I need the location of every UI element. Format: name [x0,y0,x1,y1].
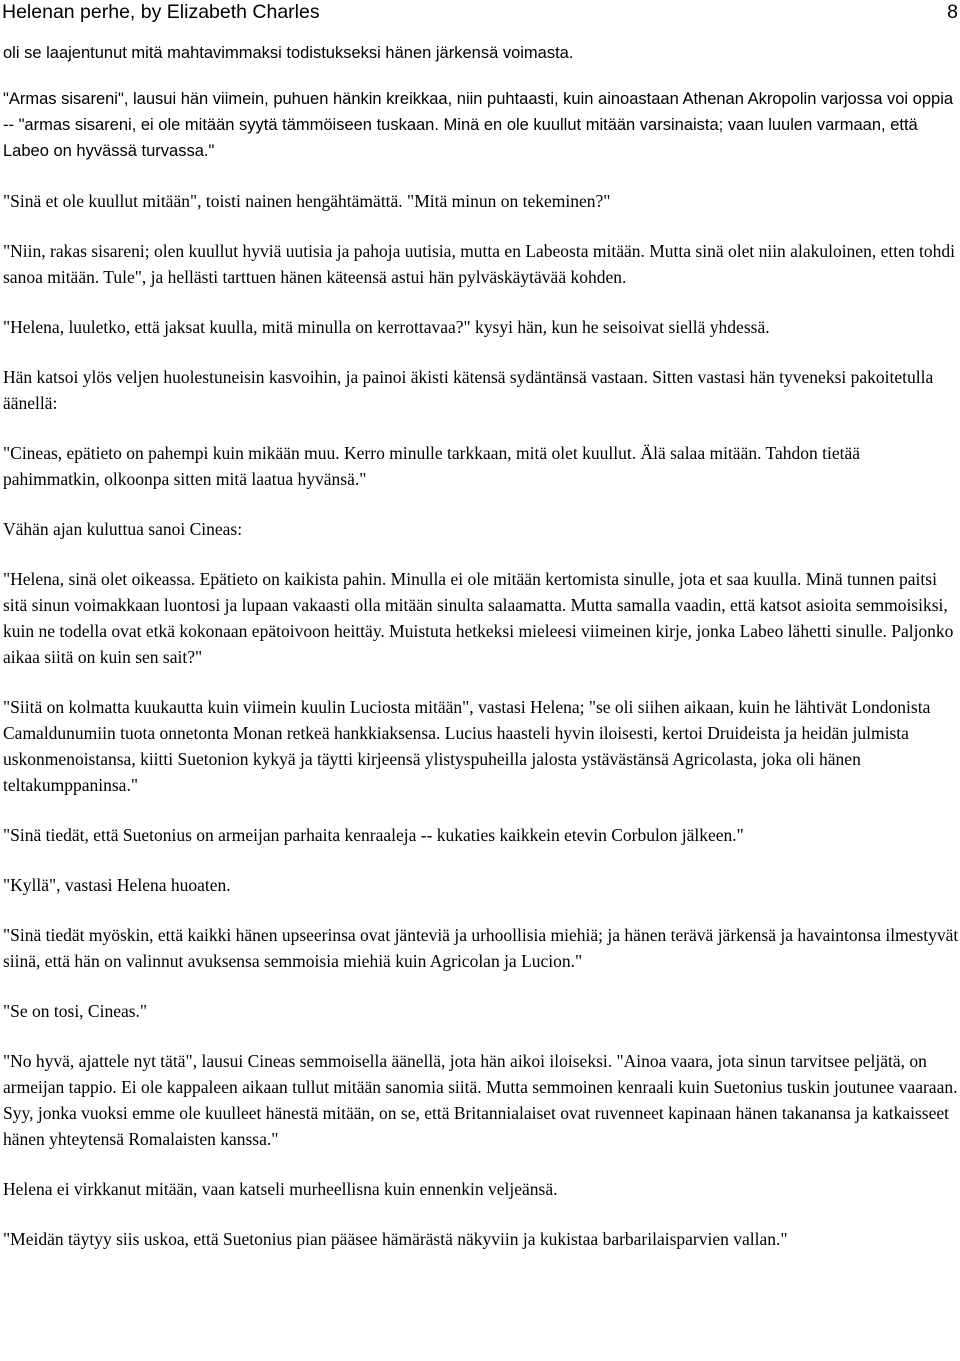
paragraph: Helena ei virkkanut mitään, vaan katseli murheellisna kuin ennenkin veljeänsä. [3,1179,558,1199]
paragraph: "Siitä on kolmatta kuukautta kuin viimein kuulin Luciosta mitään", vastasi Helena; "se oli siihen aikaan, kuin he lähtivät Londonista Camaldunumiin tuota onnetonta Monan retkeä hankkiaksensa. Lucius haasteli hyvin iloisesti, kertoi Druideista ja heidän julmista uskonmenoistansa, kiitti Suetonion kykyä ja täytti kirjeensä ylistyspuheilla jalosta ystävästänsä Agricolasta, joka oli hänen teltakumppaninsa." [3,697,931,795]
paragraph: "Kyllä", vastasi Helena huoaten. [3,875,231,895]
document-body [3,40,960,1276]
document-title: Helenan perhe, by Elizabeth Charles [2,1,320,23]
paragraph: "Meidän täytyy siis uskoa, että Suetonius pian pääsee hämärästä näkyviin ja kukistaa barbarilaisparvien vallan." [3,1229,788,1249]
paragraph: Hän katsoi ylös veljen huolestuneisin kasvoihin, ja painoi äkisti kätensä sydäntänsä vastaan. Sitten vastasi hän tyveneksi pakoitetulla äänellä: [3,367,934,413]
paragraph: "Se on tosi, Cineas." [3,1001,148,1021]
paragraph: "No hyvä, ajattele nyt tätä", lausui Cineas semmoisella äänellä, jota hän aikoi iloiseksi. "Ainoa vaara, jota sinun tarvitsee peljätä, on armeijan tappio. Ei ole kappaleen aikaan tullut mitään sanomia siitä. Mutta semmoinen kenraali kuin Suetonius tuskin joutunee vaaraan. Syy, jonka vuoksi emme ole kuulleet hänestä mitään, on se, että Britannialaiset ovat ruvenneet kapinaan hänen takanansa ja katkaisseet hänen yhteytensä Romalaisten kanssa." [3,1051,958,1149]
page-number: 8 [947,1,958,23]
paragraph: "Niin, rakas sisareni; olen kuullut hyviä uutisia ja pahoja uutisia, mutta en Labeosta mitään. Mutta sinä olet niin alakuloinen, etten tohdi sanoa mitään. Tule", ja hellästi tarttuen hänen käteensä astui hän pylväskäytävää kohden. [3,241,955,287]
paragraph: "Sinä et ole kuullut mitään", toisti nainen hengähtämättä. "Mitä minun on tekeminen?" [3,191,611,211]
page-header [0,0,960,24]
paragraph: Vähän ajan kuluttua sanoi Cineas: [3,519,243,539]
paragraph: oli se laajentunut mitä mahtavimmaksi todistukseksi hänen järkensä voimasta. [3,44,574,62]
paragraph: "Armas sisareni", lausui hän viimein, puhuen hänkin kreikkaa, niin puhtaasti, kuin ainoastaan Athenan Akropolin varjossa voi oppia -- "armas sisareni, ei ole mitään syytä tämmöiseen tuskaan. Minä en ole kuullut mitään varsinaista; vaan luulen varmaan, että Labeo on hyvässä turvassa." [3,90,954,160]
paragraph: "Sinä tiedät myöskin, että kaikki hänen upseerinsa ovat jänteviä ja urhoollisia miehiä; ja hänen terävä järkensä ja havaintonsa ilmestyvät siinä, että hän on valinnut avuksensa semmoisia miehiä kuin Agricolan ja Lucion." [3,925,959,971]
paragraph: "Cineas, epätieto on pahempi kuin mikään muu. Kerro minulle tarkkaan, mitä olet kuullut. Älä salaa mitään. Tahdon tietää pahimmatkin, olkoonpa sitten mitä laatua hyvänsä." [3,443,861,489]
paragraph: "Helena, sinä olet oikeassa. Epätieto on kaikista pahin. Minulla ei ole mitään kertomista sinulle, jota et saa kuulla. Minä tunnen paitsi sitä sinun voimakkaan luontosi ja lupaan vakaasti olla mitään sinulta salaamatta. Mutta samalla vaadin, että katsot asioita semmoisiksi, kuin ne todella ovat etkä kokonaan epätoivoon heittäy. Muistuta hetkeksi mieleesi viimeinen kirje, jonka Labeo lähetti sinulle. Paljonko aikaa siitä on kuin sen sait?" [3,569,954,667]
paragraph: "Helena, luuletko, että jaksat kuulla, mitä minulla on kerrottavaa?" kysyi hän, kun he seisoivat siellä yhdessä. [3,317,770,337]
paragraph: "Sinä tiedät, että Suetonius on armeijan parhaita kenraaleja -- kukaties kaikkein etevin Corbulon jälkeen." [3,825,744,845]
